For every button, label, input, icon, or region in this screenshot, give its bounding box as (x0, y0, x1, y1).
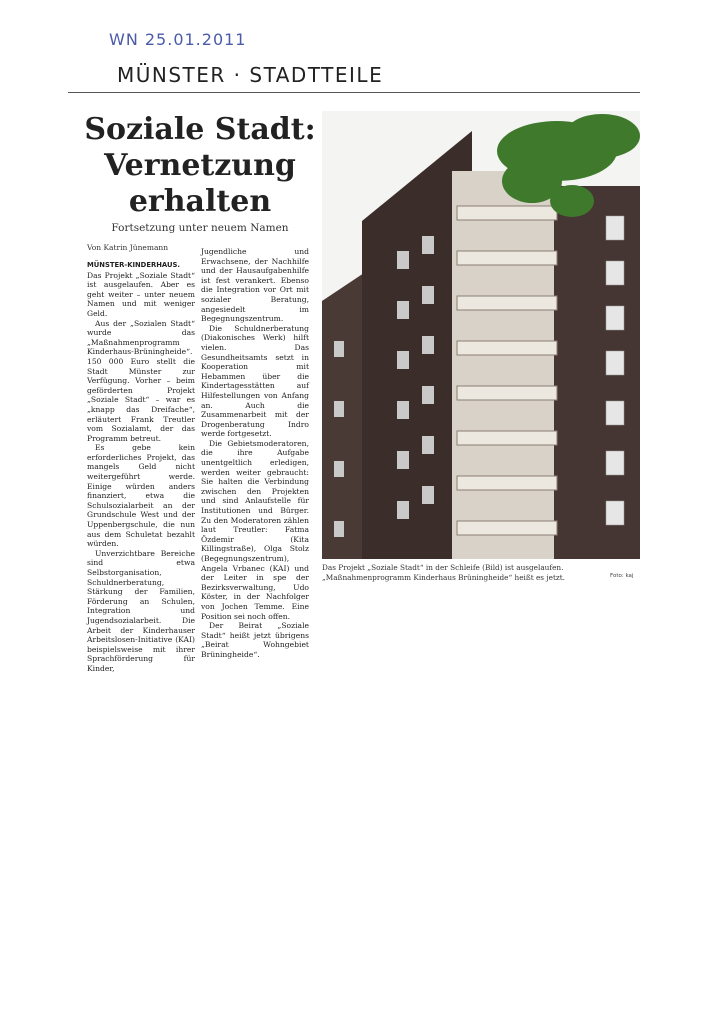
headline-line: Soziale Stadt: (84, 112, 316, 147)
photo-caption: Das Projekt „Soziale Stadt“ in der Schleife (Bild) ist ausgelaufen. „Maßnahmenprogramm Kinderhaus Brüningheide“ heißt es jetzt. (322, 563, 565, 582)
article-column-2 (201, 247, 309, 660)
byline: Von Katrin Jünemann (87, 243, 169, 252)
article-paragraph: MÜNSTER-KINDERHAUS. Das Projekt „Soziale Stadt“ ist ausgelaufen. Aber es geht weiter – unter neuem Namen und mit weniger Geld. (87, 261, 195, 318)
article-paragraph: Aus der „Sozialen Stadt“ wurde das „Maßnahmenprogramm Kinderhaus-Brüningheide“. 150 000 Euro stellt die Stadt Münster zur Verfügung. Vorher – beim geförderten Projekt „Soziale Stadt“ – war es „knapp das Dreifache“, erläutert Frank Treutler vom Sozialamt, der das Programm betreut. (87, 318, 195, 443)
article-paragraph: Unverzichtbare Bereiche sind etwa Selbstorganisation, Schuldnerberatung, Stärkung der Familien, Förderung an Schulen, Integration und Jugendsozialarbeit. Die Arbeit der Kinderhauser Arbeitslosen-Initiative (KAI) beispielsweise mit ihrer Sprachförderung für Kinder, (87, 548, 195, 673)
article-paragraph: Der Beirat „Soziale Stadt“ heißt jetzt übrigens „Beirat Wohngebiet Brüningheide“. (201, 621, 309, 659)
section-header: MÜNSTER · STADTTEILE (117, 63, 384, 87)
article-paragraph: Es gebe kein erforderliches Projekt, das mangels Geld nicht weitergeführt werde. Einige würden anders finanziert, etwa die Schulsozialarbeit an der Grundschule West und der Uppenbergschule, die nun aus dem Schuletat bezahlt würden. (87, 443, 195, 549)
header-rule (68, 92, 640, 93)
apartment-tower-illustration (322, 111, 640, 559)
article-paragraph: Die Gebietsmoderatoren, die ihre Aufgabe unentgeltlich erledigen, werden weiter gebraucht: Sie halten die Verbindung zwischen den Projekten und sind Anlaufstelle für Institutionen und Bürger. Zu den Moderatoren zählen laut Treutler: Fatma Özdemir (Kita Killingstraße), Olga Stolz (Begegnungszentrum), Angela Vrbanec (KAI) und der Leiter in spe der Bezirksverwaltung, Udo Köster, in der Nachfolger von Jochen Temme. Eine Position sei noch offen. (201, 438, 309, 621)
headline (82, 112, 318, 220)
article-paragraph: Die Schuldnerberatung (Diakonisches Werk) hilft vielen. Das Gesundheitsamts setzt in Kooperation mit Hebammen über die Kindertagesstätten auf Hilfestellungen von Anfang an. Auch die Zusammenarbeit mit der Drogenberatung Indro werde fortgesetzt. (201, 323, 309, 439)
headline-line: Vernetzung (104, 148, 296, 183)
photo-credit: Foto: kaj (610, 573, 634, 579)
building-photo (322, 111, 640, 559)
date-stamp: WN 25.01.2011 (109, 30, 247, 49)
headline-line: erhalten (128, 184, 272, 219)
article-column-1 (87, 260, 195, 674)
subheadline: Fortsetzung unter neuem Namen (111, 222, 289, 234)
dateline: MÜNSTER-KINDERHAUS. (87, 261, 180, 269)
article-paragraph: Jugendliche und Erwachsene, der Nachhilfe und der Hausaufgabenhilfe ist fest verankert. Ebenso die Integration vor Ort mit sozialer Beratung, angesiedelt im Begegnungszentrum. (201, 247, 309, 324)
